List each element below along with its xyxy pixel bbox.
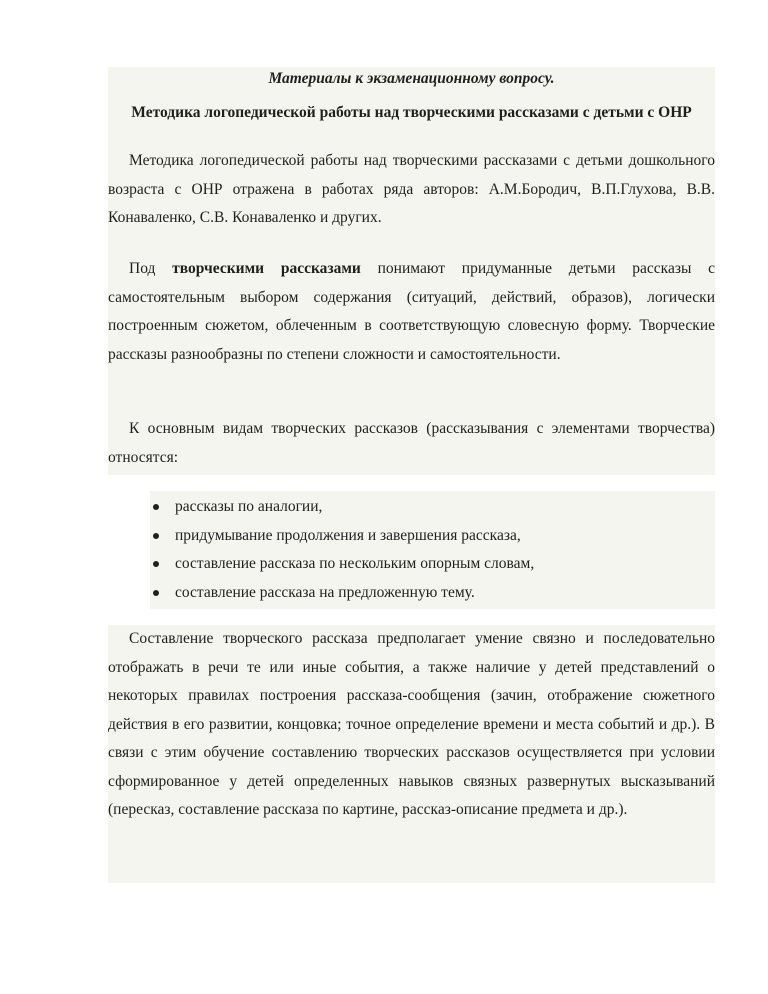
list-item xyxy=(150,579,715,608)
list-item-text: рассказы по аналогии, xyxy=(175,498,323,515)
list-item xyxy=(150,522,715,551)
paragraph-intro: Методика логопедической работы над творческими рассказами с детьми дошкольного возраста с ОНР отражена в работах ряда авторов: А.М.Бородич, В.П.Глухова, В.В. Конаваленко, С.В. Конаваленко и других. xyxy=(108,152,715,226)
paragraph-definition-text: понимают придуманные детьми рассказы с самостоятельным выбором содержания (ситуаций, действий, образов), логически построенным сюжетом, облеченным в соответствующую словесную форму. Творческие рассказы разнообразны по степени сложности и самостоятельности. xyxy=(108,260,715,363)
document-bottom-block xyxy=(108,625,715,883)
document-title: Методика логопедической работы над творческими рассказами с детьми с ОНР xyxy=(131,104,692,121)
bullet-icon xyxy=(153,561,159,567)
list-item xyxy=(150,493,715,522)
paragraph-types-intro: К основным видам творческих рассказов (рассказывания с элементами творчества) относятся: xyxy=(108,420,715,466)
bullet-icon xyxy=(153,504,159,510)
list-item-text: составление рассказа по нескольким опорным словам, xyxy=(175,555,535,572)
bullet-icon xyxy=(153,590,159,596)
document-main-block xyxy=(108,67,715,475)
bullet-icon xyxy=(153,533,159,539)
list-item xyxy=(150,550,715,579)
paragraph-composition: Составление творческого рассказа предполагает умение связно и последовательно отображать в речи те или иные события, а также наличие у детей представлений о некоторых правилах построения рассказа-сообщения (зачин, отображение сюжетного действия в его развитии, концовка; точное определение времени и места событий и др.). В связи с этим обучение составлению творческих рассказов осуществляется при условии сформированное у детей определенных навыков связных развернутых высказываний (пересказ, составление рассказа по картине, рассказ-описание предмета и др.). xyxy=(108,630,715,818)
types-list xyxy=(150,493,715,607)
paragraph-definition-term: творческими рассказами xyxy=(172,260,361,277)
paragraph-definition-prefix: Под xyxy=(129,260,173,277)
list-item-text: придумывание продолжения и завершения рассказа, xyxy=(175,526,521,544)
list-item-text: составление рассказа на предложенную тему. xyxy=(175,583,475,601)
types-list-block xyxy=(150,491,715,609)
document-subtitle: Материалы к экзаменационному вопросу. xyxy=(268,70,555,87)
paragraph-definition xyxy=(108,255,715,369)
